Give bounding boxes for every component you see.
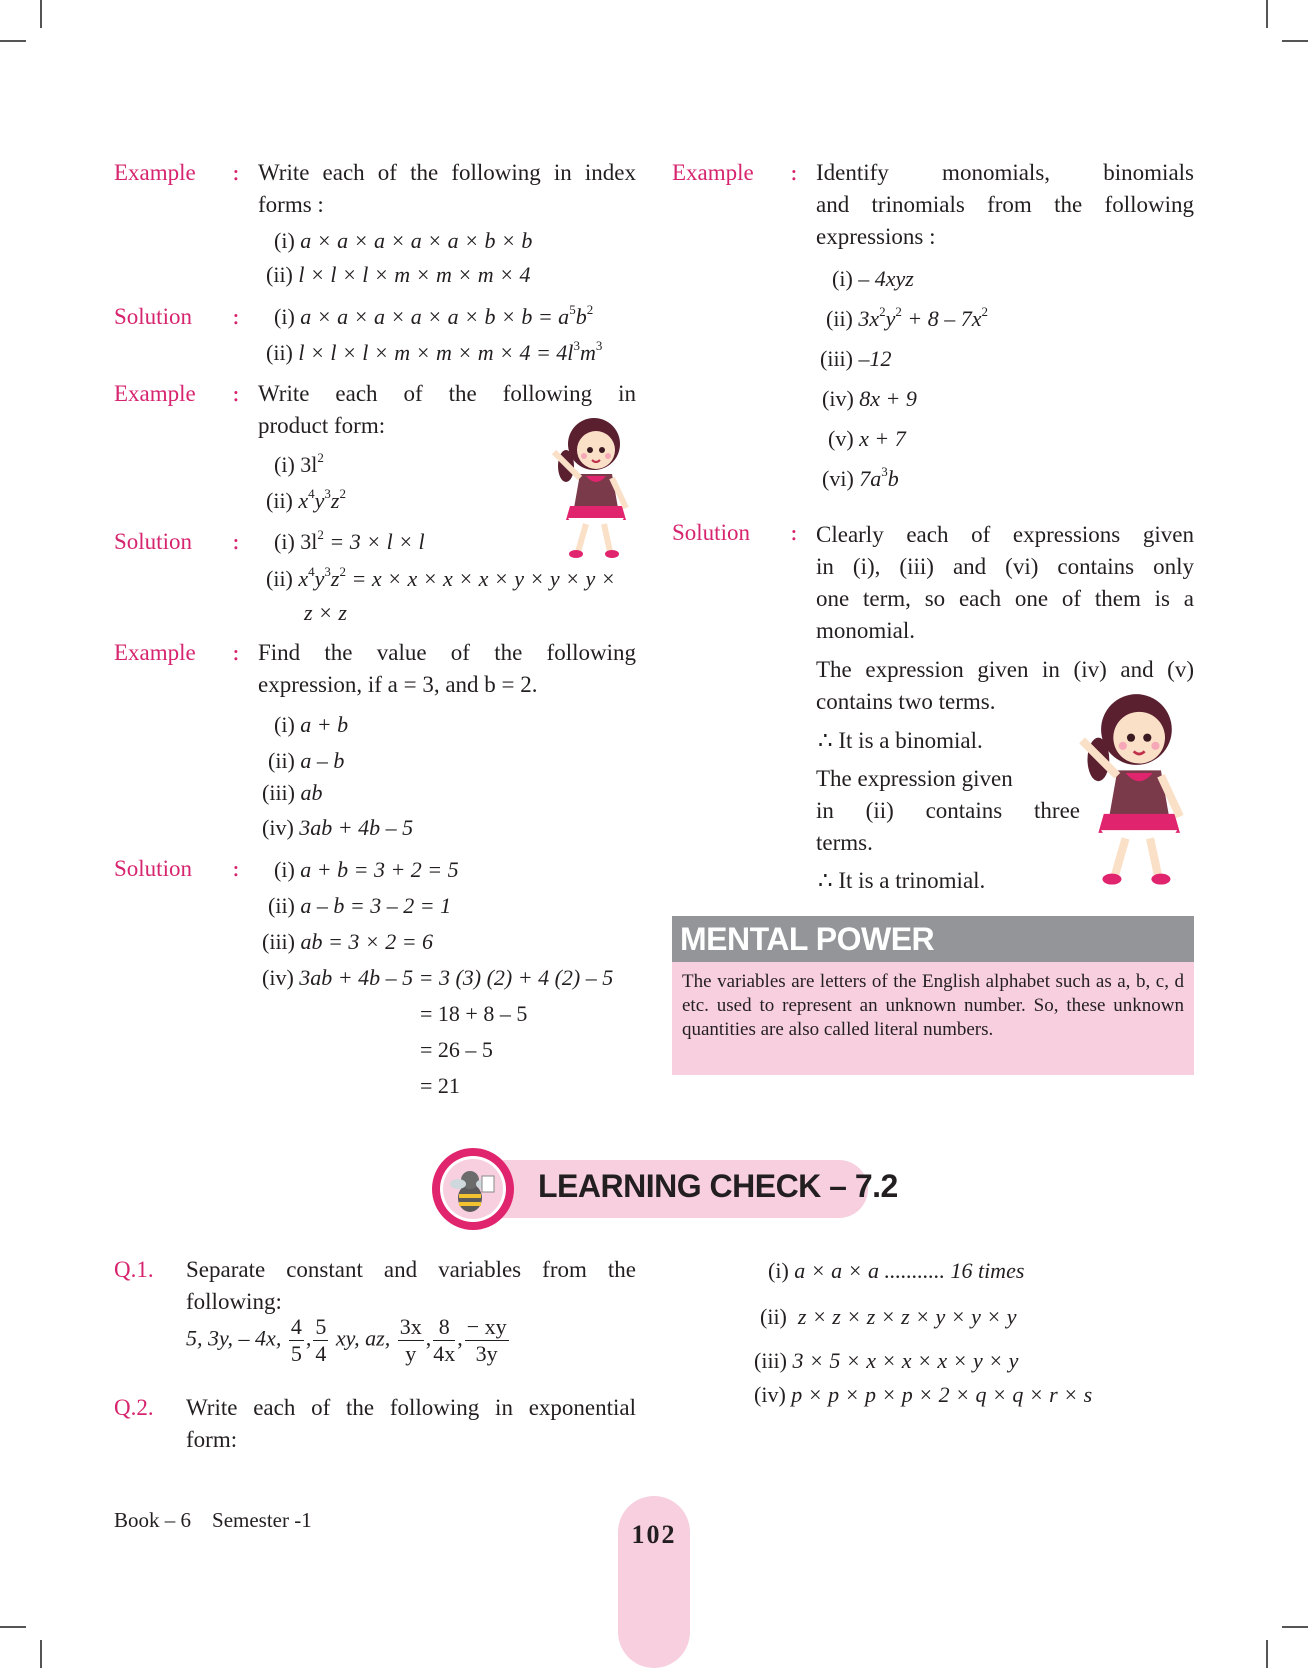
math-item [262,929,433,955]
item-number: (iii) [820,346,853,371]
math-expression: x + 7 [859,426,906,451]
math-expression: – 4xyz [858,266,914,291]
example-line: Identify monomials, binomials [816,160,1194,185]
item-number: (vi) [822,466,854,491]
math-item [274,712,348,738]
exponent: 2 [981,304,989,319]
solution-line: The expression given in (iv) and (v) [816,657,1194,682]
item-number: (iv) [822,386,854,411]
math-expression: a × a × a ........... 16 times [794,1258,1025,1283]
colon: : [232,304,240,330]
girl-illustration [1062,686,1200,890]
math-expression: l × l × l × m × m × m × 4 [298,262,531,287]
solution-label: Solution [114,856,192,881]
solution-text [816,763,1080,859]
math-item [266,262,530,288]
math-expression: = x × x × x × x × y × y × y × [345,566,616,591]
question-line: following: [186,1289,282,1314]
exponent: 5 [569,302,576,317]
math-item [262,815,413,841]
example-line: Write each of the following in index [258,160,636,185]
question-line: Separate constant and variables from the [186,1257,636,1282]
item-number: (ii) [826,306,853,331]
question-line: Write each of the following in exponential [186,1395,636,1420]
item-number: (iv) [262,815,294,840]
example-text [258,157,636,221]
math-expression: xy, az, [335,1325,391,1351]
item-number: (ii) [760,1304,787,1329]
denominator: y [405,1341,417,1366]
math-expression: z × z × z × z × y × y × y [797,1304,1017,1329]
footer-book-info [114,1508,312,1533]
math-variable: z [330,566,340,591]
solution-line: in (i), (iii) and (vi) contains only [816,554,1194,579]
mental-power-body: The variables are letters of the English alphabet such as a, b, c, d etc. used to represent an unknown number. So, these unknown quantities are also called literal numbers. [672,962,1194,1075]
solution-line: terms. [816,830,873,855]
math-expression: a × a × a × a × a × b × b = a [300,304,570,329]
math-expression: 8x + 9 [859,386,917,411]
math-expression: 3ab + 4b – 5 = 3 (3) (2) + 4 (2) – 5 [299,965,614,990]
example-line: forms : [258,192,324,217]
numerator: 5 [315,1314,327,1339]
math-item [822,386,917,412]
example-line: expression, if a = 3, and b = 2. [258,672,538,697]
colon: : [232,529,240,555]
colon: : [232,160,240,186]
exercise-item [760,1304,1017,1330]
example-text [258,637,636,701]
solution-line: in (ii) contains three [816,798,1080,823]
math-variable: y [314,488,325,513]
math-item [266,340,602,366]
page-number: 102 [631,1520,677,1549]
therefore-line: ∴ It is a binomial. [818,728,983,753]
colon: : [790,520,798,546]
fraction [433,1314,455,1367]
example-line: Write each of the following in [258,381,636,406]
math-item [304,600,347,626]
item-number: (ii) [266,340,293,365]
math-expression: l × l × l × m × m × m × 4 = 4l [298,340,574,365]
exponent: 2 [895,304,902,319]
math-item [266,566,616,592]
numerator: − xy [466,1314,507,1339]
solution-line: monomial. [816,618,916,643]
math-expression: a × a × a × a × a × b × b [300,228,533,253]
item-number: (i) [274,712,295,737]
math-item [268,748,344,774]
exponent: 2 [339,486,346,501]
exercise-item [754,1382,1092,1408]
exercise-item [754,1348,1018,1374]
denominator: 4x [433,1341,456,1366]
item-number: (i) [832,266,853,291]
exponent: 3 [324,486,331,501]
math-expression: a – b = 3 – 2 = 1 [300,893,452,918]
exponent: 2 [879,304,886,319]
math-expression: + 8 – 7x [901,306,982,331]
math-expression: a + b [300,712,349,737]
question-line: form: [186,1427,238,1452]
example-label: Example [672,160,754,185]
item-number: (ii) [266,262,293,287]
numerator: 3x [399,1314,422,1339]
exponent: 3 [573,338,580,353]
item-number: (iv) [754,1382,786,1407]
solution-line: Clearly each of expressions given [816,522,1194,547]
math-expression: a – b [300,748,345,773]
denominator: 3y [475,1341,498,1366]
solution-step: = 26 – 5 [420,1037,493,1062]
crop-mark [1282,40,1308,42]
item-number: (iv) [262,965,294,990]
fraction-list: 5, 3y, – 4x, $\frac{4}{5}$ , $\frac{5}{4}$ xy, az, $\frac{3x}{y}$ , $\frac{8}{4x}$ , $\frac{- xy}{3y}$ [186,1314,507,1366]
item-number: (iii) [262,780,295,805]
math-expression: 3l [300,529,318,554]
colon: : [232,381,240,407]
exponent: 4 [308,564,315,579]
question-text [186,1392,636,1456]
math-variable: m [579,340,596,365]
math-item [820,346,892,372]
item-number: (ii) [266,566,293,591]
example-label: Example [114,381,196,406]
crop-mark [1266,1640,1268,1668]
crop-mark [0,1626,26,1628]
math-item [274,857,459,883]
exponent: 4 [308,486,315,501]
math-expression: 3x [858,306,880,331]
fraction [465,1314,509,1367]
math-expression: 3l [300,452,318,477]
item-number: (i) [768,1258,789,1283]
math-item [274,228,532,254]
learning-check-title: LEARNING CHECK – 7.2 [538,1168,898,1204]
exponent: 3 [881,464,888,479]
book-label: Book – 6 [114,1508,192,1532]
math-item [266,488,346,514]
solution-label: Solution [114,304,192,329]
math-expression: ab [300,780,323,805]
exponent: 3 [324,564,331,579]
example-line: and trinomials from the following [816,192,1194,217]
math-item [262,965,613,991]
math-item [274,304,593,330]
example-line: product form: [258,413,386,438]
denominator: 4 [315,1341,327,1366]
example-line: expressions : [816,224,936,249]
question-number: Q.2. [114,1395,154,1420]
question-text [186,1254,636,1318]
math-expression: a + b = 3 + 2 = 5 [300,857,459,882]
item-number: (v) [828,426,854,451]
crop-mark [1266,0,1268,28]
colon: : [232,640,240,666]
exponent: 3 [595,338,603,353]
crop-mark [40,0,42,28]
example-line: Find the value of the following [258,640,636,665]
solution-text [816,519,1194,647]
math-item [826,306,988,332]
math-expression: 3ab + 4b – 5 [299,815,414,840]
example-label: Example [114,160,196,185]
fraction [398,1314,424,1367]
solution-label: Solution [114,529,192,554]
math-item [268,893,451,919]
exponent: 2 [317,450,324,465]
math-variable: b [887,466,899,491]
math-item [274,452,324,478]
solution-label: Solution [672,520,750,545]
math-expression: = 3 × l × l [323,529,425,554]
item-number: (ii) [268,748,295,773]
math-variable: b [575,304,587,329]
fraction [289,1314,304,1367]
math-variable: x [298,566,309,591]
math-variable: z [330,488,340,513]
math-expression: 3 × 5 × x × x × x × y × y [792,1348,1019,1373]
math-variable: y [314,566,325,591]
fraction [313,1314,328,1367]
math-expression: 7a [859,466,882,491]
math-expression: –12 [858,346,892,371]
math-expression: 5, 3y, – 4x, [186,1325,282,1351]
item-number: (i) [274,304,295,329]
denominator: 5 [290,1341,302,1366]
numerator: 4 [290,1314,302,1339]
solution-line: contains two terms. [816,689,996,714]
exponent: 2 [317,527,324,542]
math-expression: z × z [304,600,347,625]
colon: : [790,160,798,186]
item-number: (ii) [268,893,295,918]
mental-power-heading: MENTAL POWER [672,916,1194,962]
question-number: Q.1. [114,1257,154,1282]
math-item [822,466,899,492]
item-number: (iii) [262,929,295,954]
numerator: 8 [433,1314,455,1341]
therefore-line: ∴ It is a trinomial. [818,868,986,893]
item-number: (i) [274,228,295,253]
math-item [828,426,906,452]
math-expression: ab = 3 × 2 = 6 [300,929,434,954]
solution-line: one term, so each one of them is a [816,586,1194,611]
math-item [274,529,425,555]
exponent: 2 [339,564,346,579]
solution-line: The expression given [816,766,1013,791]
item-number: (i) [274,452,295,477]
solution-step: = 21 [420,1073,460,1098]
item-number: (i) [274,857,295,882]
solution-step: = 18 + 8 – 5 [420,1001,528,1026]
math-item [262,780,323,806]
girl-illustration [540,412,640,562]
exponent: 2 [586,302,594,317]
item-number: (i) [274,529,295,554]
math-expression: p × p × p × p × 2 × q × q × r × s [791,1382,1093,1407]
item-number: (ii) [266,488,293,513]
math-item [832,266,914,292]
item-number: (iii) [754,1348,787,1373]
exercise-item [768,1258,1024,1284]
example-text [816,157,1194,253]
colon: : [232,856,240,882]
math-variable: y [885,306,896,331]
crop-mark [1282,1626,1308,1628]
bee-badge-icon [430,1146,516,1232]
semester-label: Semester -1 [212,1508,312,1532]
crop-mark [0,40,26,42]
example-label: Example [114,640,196,665]
crop-mark [40,1640,42,1668]
math-variable: x [298,488,309,513]
